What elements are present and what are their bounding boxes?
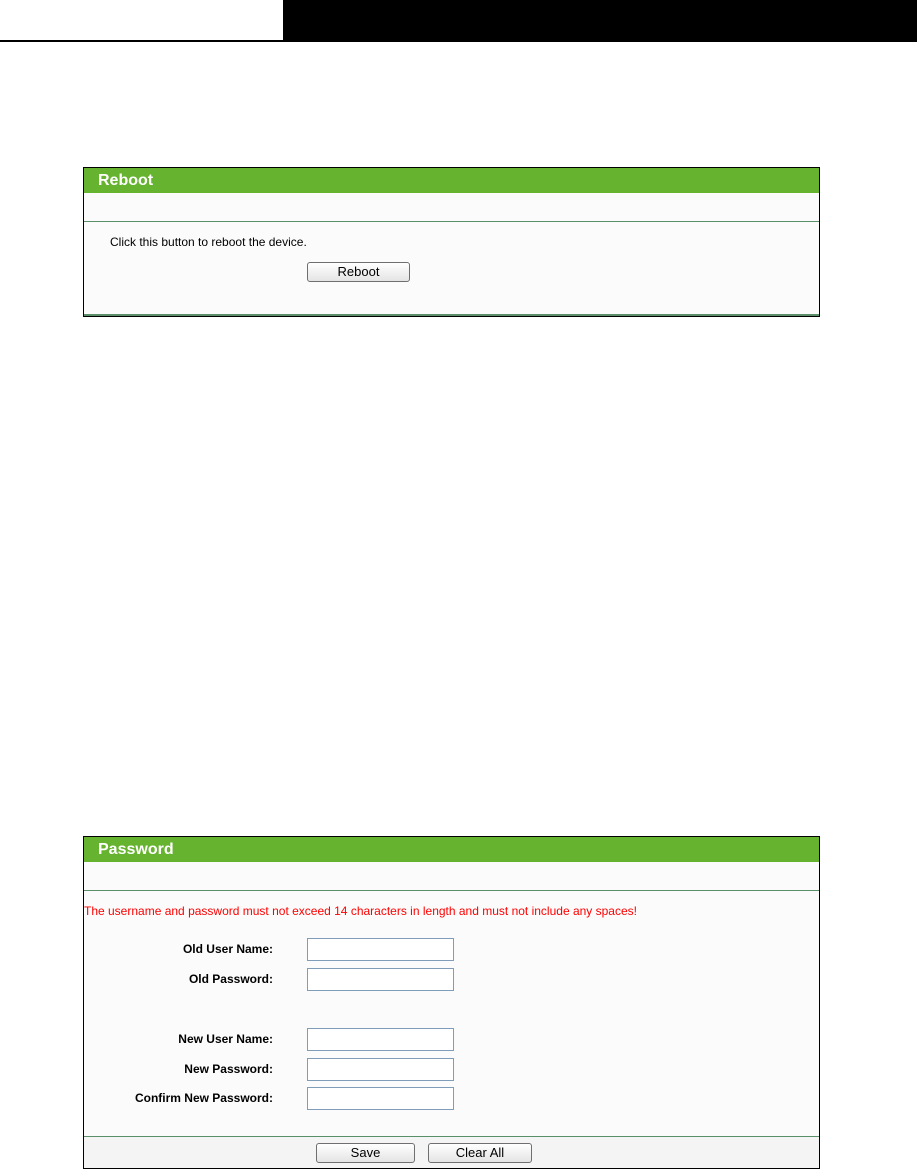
reboot-description: Click this button to reboot the device.	[110, 235, 307, 249]
top-right-header-bar	[283, 0, 917, 42]
reboot-panel-subheader	[84, 193, 819, 222]
clear-all-button[interactable]: Clear All	[428, 1143, 532, 1163]
password-panel	[83, 836, 820, 1169]
old-password-label: Old Password:	[188, 972, 273, 986]
new-user-name-input[interactable]	[307, 1028, 454, 1051]
top-left-header-block	[0, 0, 283, 42]
password-panel-title: Password	[84, 837, 819, 862]
password-warning: The username and password must not exceed 14 characters in length and must not include any spaces!	[84, 904, 637, 918]
reboot-button[interactable]: Reboot	[307, 262, 410, 282]
new-password-input[interactable]	[307, 1058, 454, 1081]
new-user-name-label: New User Name:	[178, 1032, 273, 1046]
old-password-input[interactable]	[307, 968, 454, 991]
confirm-new-password-label: Confirm New Password:	[134, 1091, 273, 1105]
password-button-bar	[84, 1136, 819, 1168]
reboot-panel	[83, 167, 820, 317]
password-panel-subheader	[84, 862, 819, 891]
old-user-name-input[interactable]	[307, 938, 454, 961]
confirm-new-password-input[interactable]	[307, 1087, 454, 1110]
save-button[interactable]: Save	[316, 1143, 415, 1163]
reboot-panel-bottom-rule	[84, 314, 819, 316]
new-password-label: New Password:	[184, 1062, 273, 1076]
reboot-panel-title: Reboot	[84, 168, 819, 193]
old-user-name-label: Old User Name:	[182, 942, 273, 956]
